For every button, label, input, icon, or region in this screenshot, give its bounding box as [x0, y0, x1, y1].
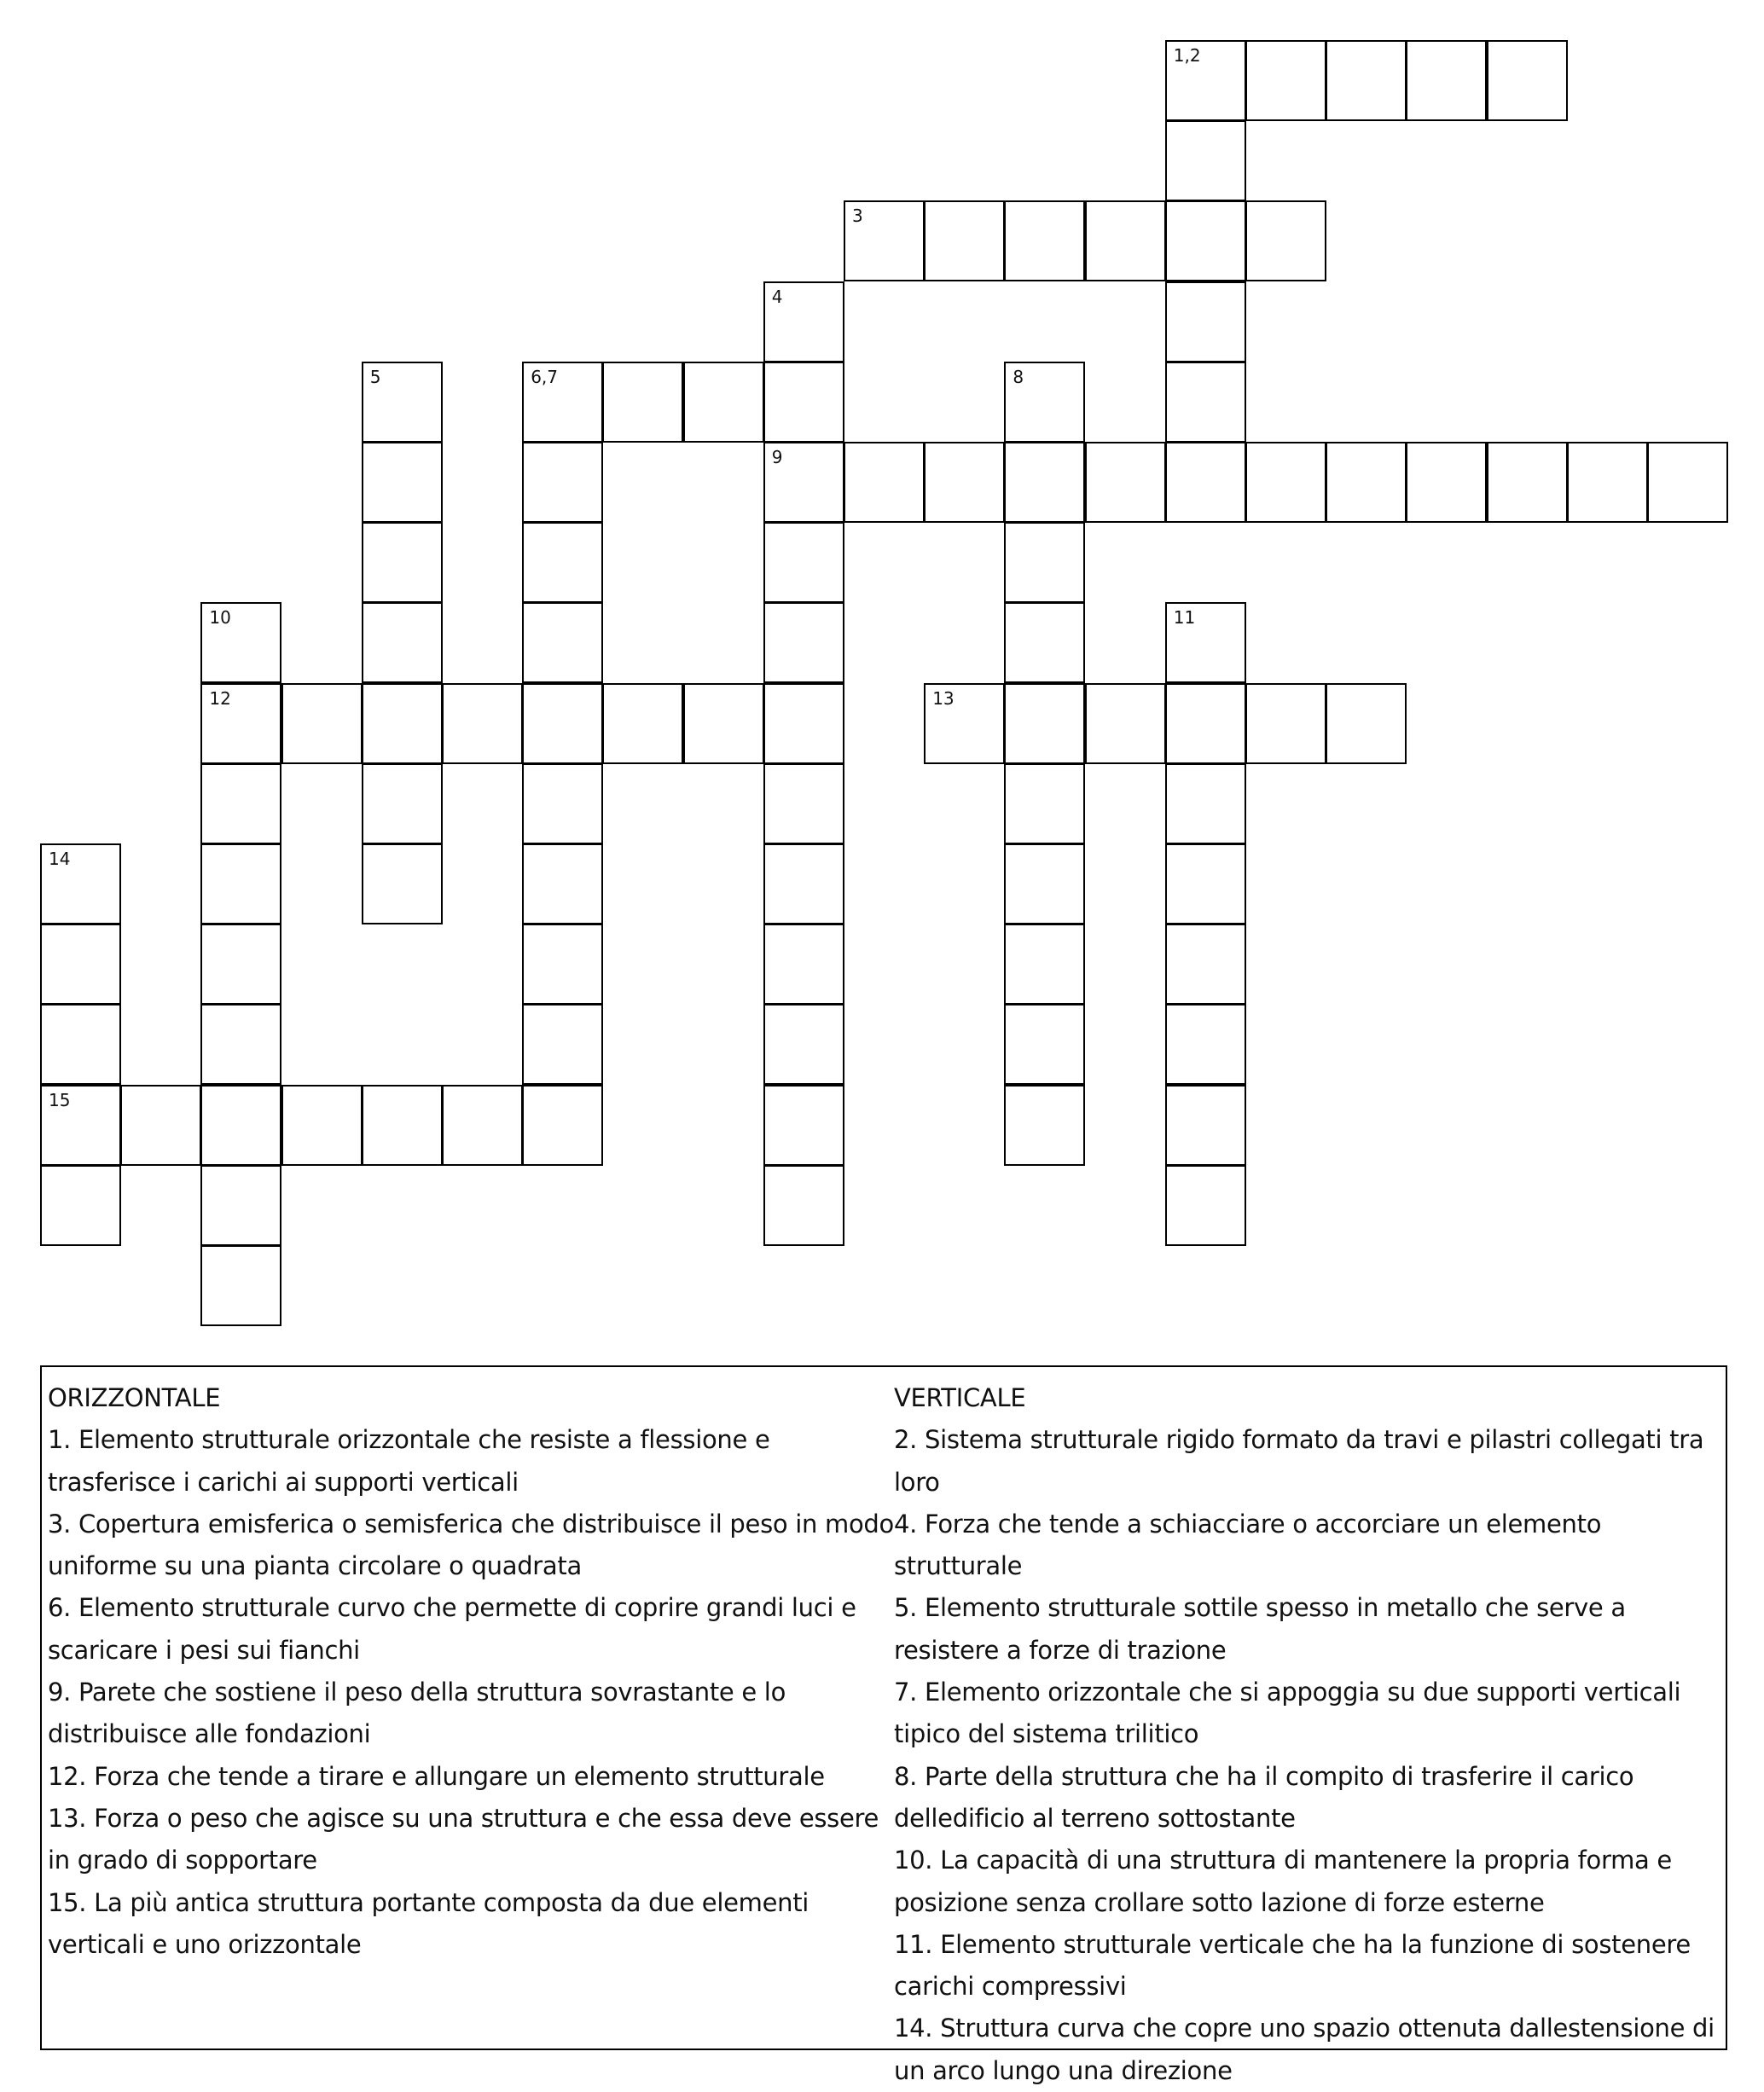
- crossword-cell[interactable]: [362, 1085, 443, 1166]
- across-title: ORIZZONTALE: [48, 1383, 221, 1412]
- crossword-cell[interactable]: [200, 1004, 281, 1085]
- cell-number: 8: [1013, 366, 1024, 387]
- crossword-cell[interactable]: [522, 843, 603, 924]
- cell-number: 9: [771, 447, 783, 467]
- crossword-cell[interactable]: [1004, 522, 1085, 603]
- crossword-cell[interactable]: [200, 1245, 281, 1326]
- cell-number: 13: [932, 687, 955, 709]
- cell-number: 3: [852, 206, 863, 227]
- crossword-cell[interactable]: [40, 1085, 121, 1166]
- crossword-cell[interactable]: [281, 1085, 363, 1166]
- crossword-cell[interactable]: [1165, 120, 1246, 201]
- crossword-cell[interactable]: [1004, 763, 1085, 844]
- crossword-cell[interactable]: [763, 763, 844, 844]
- crossword-cell[interactable]: [1487, 40, 1568, 121]
- crossword-cell[interactable]: [1165, 200, 1246, 281]
- crossword-cell[interactable]: [442, 1085, 523, 1166]
- crossword-cell[interactable]: [602, 362, 683, 443]
- crossword-cell[interactable]: [522, 522, 603, 603]
- crossword-cell[interactable]: [763, 1165, 844, 1246]
- crossword-cell[interactable]: [442, 683, 523, 764]
- crossword-cell[interactable]: [1165, 1165, 1246, 1246]
- crossword-cell[interactable]: [1245, 442, 1326, 523]
- crossword-cell[interactable]: [683, 362, 764, 443]
- crossword-cell[interactable]: [522, 924, 603, 1005]
- clue-down-7: 7. Elemento orizzontale che si appoggia su due supporti verticali tipico del sistema trilitico: [894, 1678, 1681, 1749]
- crossword-cell[interactable]: [763, 442, 844, 523]
- crossword-cell[interactable]: [1487, 442, 1568, 523]
- crossword-cell[interactable]: [281, 683, 363, 764]
- crossword-cell[interactable]: [200, 1165, 281, 1246]
- cell-number: 11: [1173, 607, 1196, 629]
- crossword-cell[interactable]: [362, 763, 443, 844]
- crossword-cell[interactable]: [1567, 442, 1648, 523]
- crossword-cell[interactable]: [1004, 843, 1085, 924]
- crossword-cell[interactable]: [200, 763, 281, 844]
- crossword-cell[interactable]: [1165, 281, 1246, 362]
- across-clues: [48, 1377, 901, 1966]
- crossword-cell[interactable]: [1165, 683, 1246, 764]
- cell-number: 4: [771, 286, 783, 307]
- crossword-cell[interactable]: [1004, 1085, 1085, 1166]
- crossword-cell[interactable]: [362, 843, 443, 924]
- crossword-cell[interactable]: [1165, 1004, 1246, 1085]
- crossword-cell[interactable]: [1165, 1085, 1246, 1166]
- clue-across-3: 3. Copertura emisferica o semisferica che distribuisce il peso in modo uniforme su una pianta circolare o quadrata: [48, 1509, 894, 1581]
- crossword-cell[interactable]: [1165, 40, 1246, 121]
- crossword-cell[interactable]: [1004, 602, 1085, 683]
- crossword-cell[interactable]: [1004, 442, 1085, 523]
- crossword-cell[interactable]: [1165, 602, 1246, 683]
- crossword-cell[interactable]: [1085, 683, 1166, 764]
- crossword-cell[interactable]: [1406, 442, 1487, 523]
- clue-across-1: 1. Elemento strutturale orizzontale che resiste a flessione e trasferisce i carichi ai supporti verticali: [48, 1425, 770, 1497]
- crossword-cell[interactable]: [1085, 200, 1166, 281]
- clue-down-14: 14. Struttura curva che copre uno spazio ottenuta dallestensione di un arco lungo una direzione: [894, 2014, 1715, 2085]
- cell-number: 14: [49, 849, 71, 869]
- crossword-cell[interactable]: [763, 1085, 844, 1166]
- clue-across-9: 9. Parete che sostiene il peso della struttura sovrastante e lo distribuisce alle fondazioni: [48, 1678, 786, 1749]
- cell-number: 5: [369, 366, 381, 387]
- crossword-cell[interactable]: [844, 200, 925, 281]
- crossword-cell[interactable]: [1165, 362, 1246, 443]
- crossword-cell[interactable]: [40, 1165, 121, 1246]
- crossword-cell[interactable]: [1004, 200, 1085, 281]
- crossword-cell[interactable]: [200, 1085, 281, 1166]
- crossword-cell[interactable]: [362, 683, 443, 764]
- clue-down-5: 5. Elemento strutturale sottile spesso in metallo che serve a resistere a forze di trazione: [894, 1593, 1626, 1665]
- crossword-cell[interactable]: [763, 522, 844, 603]
- crossword-cell[interactable]: [763, 602, 844, 683]
- clue-across-12: 12. Forza che tende a tirare e allungare un elemento strutturale: [48, 1761, 825, 1791]
- crossword-cell[interactable]: [683, 683, 764, 764]
- clue-across-15: 15. La più antica struttura portante composta da due elementi verticali e uno orizzontale: [48, 1887, 809, 1959]
- cell-number: 12: [209, 687, 231, 709]
- crossword-cell[interactable]: [1326, 40, 1407, 121]
- clue-down-4: 4. Forza che tende a schiacciare o accorciare un elemento strutturale: [894, 1509, 1602, 1581]
- crossword-cell[interactable]: [1165, 442, 1246, 523]
- clue-down-2: 2. Sistema strutturale rigido formato da travi e pilastri collegati tra loro: [894, 1425, 1704, 1497]
- cell-number: 10: [209, 607, 231, 629]
- crossword-cell[interactable]: [1245, 40, 1326, 121]
- clue-down-8: 8. Parte della struttura che ha il compito di trasferire il carico delledificio al terreno sottostante: [894, 1761, 1634, 1833]
- down-title: VERTICALE: [894, 1383, 1026, 1412]
- clue-across-6: 6. Elemento strutturale curvo che permette di coprire grandi luci e scaricare i pesi sui fianchi: [48, 1593, 856, 1665]
- crossword-cell[interactable]: [1165, 763, 1246, 844]
- clue-down-10: 10. La capacità di una struttura di mantenere la propria forma e posizione senza crollare sotto lazione di forze esterne: [894, 1846, 1672, 1917]
- crossword-cell[interactable]: [1245, 200, 1326, 281]
- crossword-cell[interactable]: [522, 442, 603, 523]
- crossword-cell[interactable]: [1004, 683, 1085, 764]
- crossword-cell[interactable]: [200, 843, 281, 924]
- crossword-cell[interactable]: [763, 362, 844, 443]
- crossword-cell[interactable]: [200, 602, 281, 683]
- crossword-cell[interactable]: [522, 1004, 603, 1085]
- crossword-cell[interactable]: [522, 763, 603, 844]
- crossword-cell[interactable]: [844, 442, 925, 523]
- crossword-cell[interactable]: [763, 281, 844, 362]
- crossword-cell[interactable]: [924, 200, 1005, 281]
- cell-number: 6,7: [531, 366, 558, 387]
- clue-box: [40, 1365, 1727, 2085]
- clue-across-13: 13. Forza o peso che agisce su una struttura e che essa deve essere in grado di sopportare: [48, 1803, 879, 1875]
- crossword-cell[interactable]: [602, 683, 683, 764]
- crossword-cell[interactable]: [522, 602, 603, 683]
- crossword-cell[interactable]: [200, 924, 281, 1005]
- crossword-cell[interactable]: [1647, 442, 1728, 523]
- crossword-cell[interactable]: [362, 602, 443, 683]
- crossword-cell[interactable]: [362, 522, 443, 603]
- crossword-cell[interactable]: [1406, 40, 1487, 121]
- crossword-cell[interactable]: [40, 843, 121, 924]
- cell-number: 1,2: [1173, 45, 1201, 66]
- crossword-cell[interactable]: [362, 442, 443, 523]
- crossword-cell[interactable]: [522, 1085, 603, 1166]
- crossword-cell[interactable]: [1326, 442, 1407, 523]
- crossword-cell[interactable]: [40, 924, 121, 1005]
- crossword-cell[interactable]: [763, 843, 844, 924]
- crossword-cell[interactable]: [1165, 843, 1246, 924]
- clue-down-11: 11. Elemento strutturale verticale che ha la funzione di sostenere carichi compressivi: [894, 1929, 1691, 2002]
- crossword-cell[interactable]: [1245, 683, 1326, 764]
- crossword-cell[interactable]: [40, 1004, 121, 1085]
- crossword-cell[interactable]: [763, 924, 844, 1005]
- crossword-cell[interactable]: [763, 1004, 844, 1085]
- crossword-cell[interactable]: [924, 683, 1005, 764]
- crossword-cell[interactable]: [1004, 1004, 1085, 1085]
- crossword-cell[interactable]: [1165, 924, 1246, 1005]
- crossword-cell[interactable]: [1326, 683, 1407, 764]
- crossword-cell[interactable]: [1004, 924, 1085, 1005]
- down-clues: [894, 1377, 1726, 2092]
- crossword-cell[interactable]: [1085, 442, 1166, 523]
- crossword-cell[interactable]: [522, 683, 603, 764]
- crossword-cell[interactable]: [120, 1085, 201, 1166]
- crossword-cell[interactable]: [924, 442, 1005, 523]
- crossword-cell[interactable]: [763, 683, 844, 764]
- crossword-cell[interactable]: [1004, 362, 1085, 443]
- crossword-cell[interactable]: [522, 362, 603, 443]
- cell-number: 15: [49, 1089, 71, 1110]
- crossword-cell[interactable]: [200, 683, 281, 764]
- crossword-cell[interactable]: [362, 362, 443, 443]
